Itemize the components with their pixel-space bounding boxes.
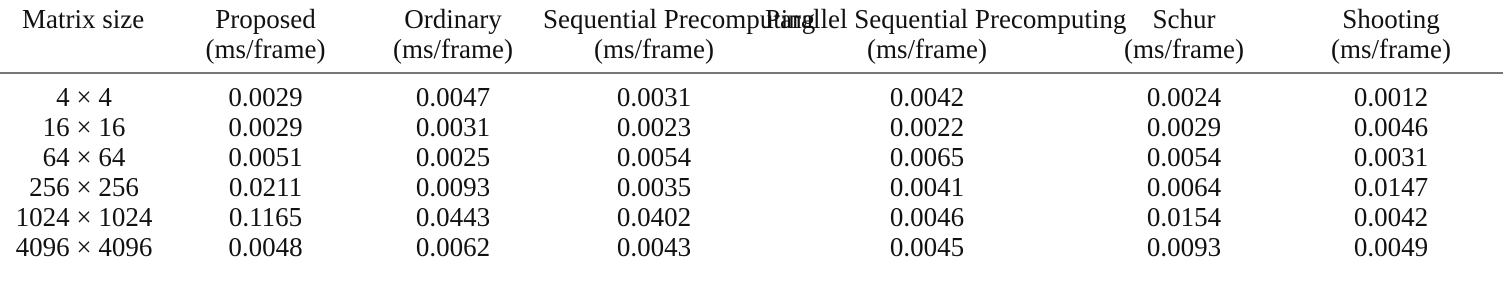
column-header-parallel-sequential-precomputing (765, 0, 1127, 66)
cell-schur: 0.0054 (1146, 142, 1222, 172)
column-unit: (ms/frame) (1124, 34, 1244, 64)
cell-sequential-precomputing: 0.0031 (616, 82, 692, 112)
column-name: Shooting (1342, 4, 1440, 34)
cell-parallel-sequential-precomputing: 0.0065 (889, 142, 965, 172)
column-unit: (ms/frame) (594, 34, 714, 64)
cell-schur: 0.0154 (1146, 202, 1222, 232)
cell-shooting: 0.0042 (1353, 202, 1429, 232)
cell-sequential-precomputing: 0.0402 (616, 202, 692, 232)
horizontal-divider (0, 66, 1503, 73)
row-label-matrix-size: 4 × 4 (56, 82, 112, 112)
row-label-matrix-size: 64 × 64 (42, 142, 126, 172)
table-row (0, 232, 1503, 262)
cell-shooting: 0.0147 (1353, 172, 1429, 202)
cell-parallel-sequential-precomputing: 0.0046 (889, 202, 965, 232)
header-rule (0, 66, 1503, 73)
table-row (0, 202, 1503, 232)
column-unit: (ms/frame) (1331, 34, 1451, 64)
table-row (0, 73, 1503, 112)
table-row (0, 142, 1503, 172)
column-name: Matrix size (22, 4, 145, 34)
table-header (0, 0, 1503, 73)
cell-parallel-sequential-precomputing: 0.0041 (889, 172, 965, 202)
column-unit: (ms/frame) (205, 34, 326, 64)
cell-schur: 0.0024 (1146, 82, 1222, 112)
cell-shooting: 0.0031 (1353, 142, 1429, 172)
cell-proposed: 0.1165 (228, 202, 303, 232)
table-body (0, 73, 1503, 262)
row-label-matrix-size: 4096 × 4096 (15, 232, 153, 262)
column-unit: (ms/frame) (867, 34, 987, 64)
column-header-sequential-precomputing (543, 0, 816, 66)
column-name: Parallel Sequential Precomputing (765, 4, 1127, 34)
cell-ordinary: 0.0093 (415, 172, 491, 202)
cell-parallel-sequential-precomputing: 0.0045 (889, 232, 965, 262)
cell-schur: 0.0064 (1146, 172, 1222, 202)
column-header-proposed (168, 0, 363, 66)
cell-ordinary: 0.0025 (415, 142, 491, 172)
cell-schur: 0.0093 (1146, 232, 1222, 262)
cell-shooting: 0.0012 (1353, 82, 1429, 112)
cell-proposed: 0.0029 (228, 82, 303, 112)
column-name: Ordinary (404, 4, 502, 34)
cell-sequential-precomputing: 0.0043 (616, 232, 692, 262)
cell-sequential-precomputing: 0.0023 (616, 112, 692, 142)
cell-ordinary: 0.0443 (415, 202, 491, 232)
cell-proposed: 0.0211 (228, 172, 303, 202)
row-label-matrix-size: 256 × 256 (29, 172, 139, 202)
column-name: Schur (1152, 4, 1216, 34)
cell-parallel-sequential-precomputing: 0.0042 (889, 82, 965, 112)
cell-shooting: 0.0049 (1353, 232, 1429, 262)
cell-parallel-sequential-precomputing: 0.0022 (889, 112, 965, 142)
cell-proposed: 0.0029 (228, 112, 303, 142)
cell-ordinary: 0.0062 (415, 232, 491, 262)
row-label-matrix-size: 1024 × 1024 (15, 202, 153, 232)
cell-proposed: 0.0051 (228, 142, 303, 172)
column-header-shooting (1279, 0, 1503, 66)
column-header-ordinary (363, 0, 543, 66)
cell-ordinary: 0.0047 (415, 82, 491, 112)
column-name: Proposed (215, 4, 316, 34)
cell-sequential-precomputing: 0.0035 (616, 172, 692, 202)
cell-schur: 0.0029 (1146, 112, 1222, 142)
column-name: Sequential Precomputing (543, 4, 816, 34)
column-unit: (ms/frame) (393, 34, 513, 64)
column-header-matrix-size (0, 0, 168, 66)
row-label-matrix-size: 16 × 16 (42, 112, 126, 142)
table-row (0, 112, 1503, 142)
cell-proposed: 0.0048 (228, 232, 303, 262)
cell-ordinary: 0.0031 (415, 112, 491, 142)
cell-sequential-precomputing: 0.0054 (616, 142, 692, 172)
cell-shooting: 0.0046 (1353, 112, 1429, 142)
table-row (0, 172, 1503, 202)
